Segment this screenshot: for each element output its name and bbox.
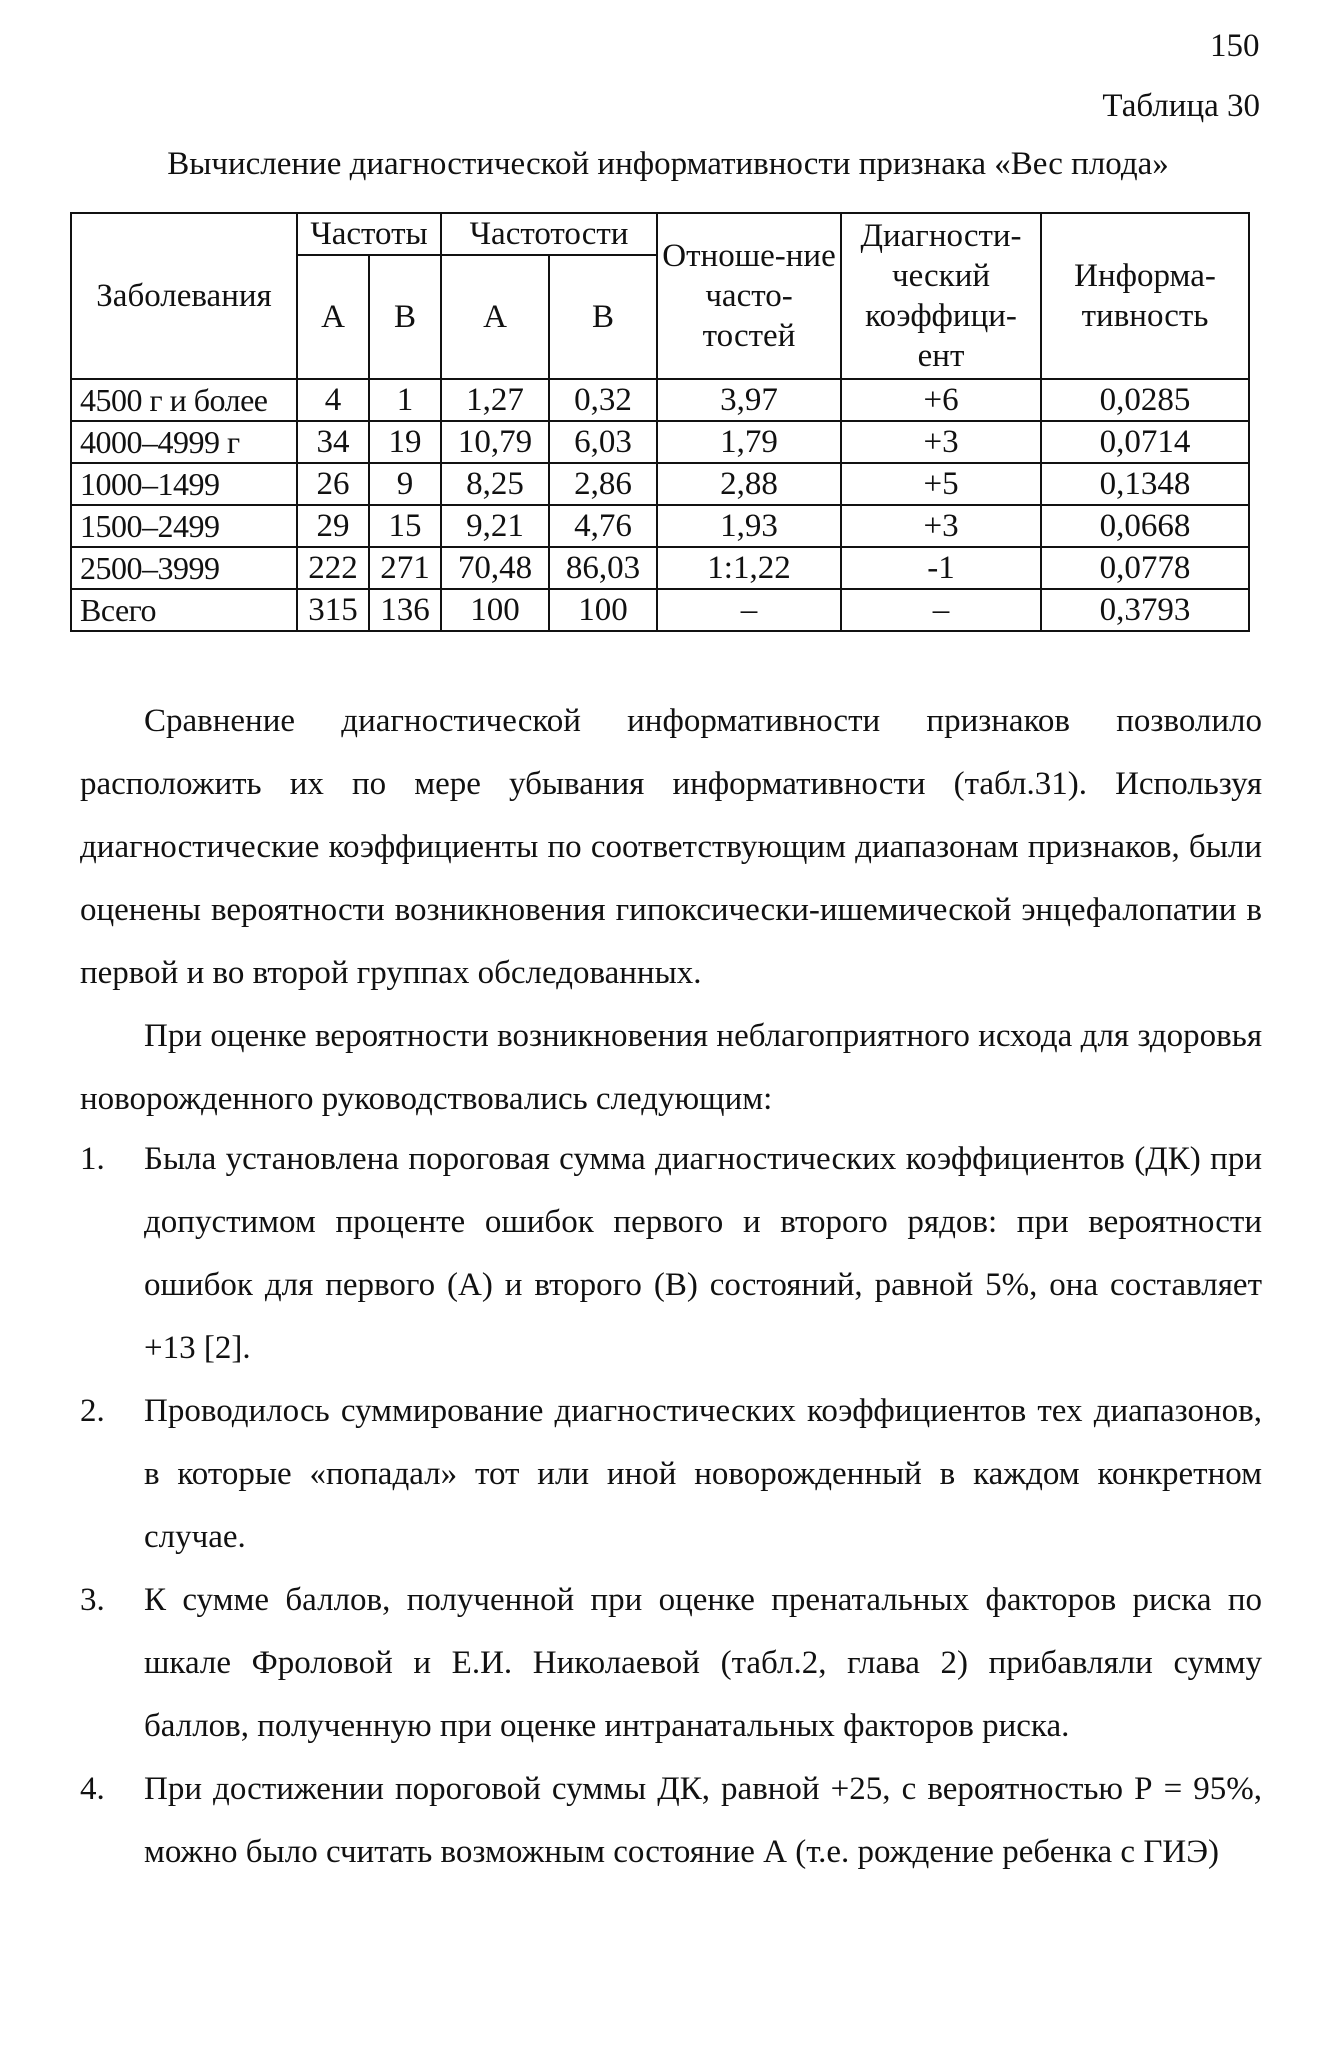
cell-ratio: 1,93: [657, 505, 841, 547]
list-item-text: К сумме баллов, полученной при оценке пренатальных факторов риска по шкале Фроловой и Е.И. Николаевой (табл.2, глава 2) прибавляли сумму баллов, полученную при оценке интранатальных факторов риска.: [144, 1582, 1262, 1744]
cell-rel-a: 9,21: [441, 505, 549, 547]
cell-diag-coef: +3: [841, 421, 1041, 463]
table-label: Таблица 30: [1102, 88, 1260, 124]
cell-freq-b: 271: [369, 547, 441, 589]
list-item-text: Проводилось суммирование диагностических коэффициентов тех диапазонов, в которые «попадал» тот или иной новорожденный в каждом конкретном случае.: [144, 1393, 1262, 1555]
row-label: 1500–2499: [71, 505, 297, 547]
table-row: [71, 379, 1249, 421]
header-ratio: Отноше-ние часто-тостей: [657, 213, 841, 379]
page-number: 150: [1210, 28, 1260, 64]
cell-info: 0,0285: [1041, 379, 1249, 421]
cell-ratio: 1:1,22: [657, 547, 841, 589]
header-info: Информа-тивность: [1041, 213, 1249, 379]
cell-ratio: 3,97: [657, 379, 841, 421]
table-row: [71, 505, 1249, 547]
list-item-number: 2.: [80, 1393, 105, 1429]
data-table: [70, 212, 1250, 632]
cell-freq-a: 222: [297, 547, 369, 589]
header-rel-a: А: [441, 255, 549, 379]
table-caption: Вычисление диагностической информативности признака «Вес плода»: [167, 146, 1169, 182]
cell-info: 0,0778: [1041, 547, 1249, 589]
list-item-text: Была установлена пороговая сумма диагностических коэффициентов (ДК) при допустимом проценте ошибок первого и второго рядов: при вероятности ошибок для первого (А) и второго (В) состояний, равной 5%, она составляет +13 [2].: [144, 1141, 1262, 1366]
cell-rel-b: 0,32: [549, 379, 657, 421]
list-item-number: 4.: [80, 1771, 105, 1807]
cell-diag-coef: +6: [841, 379, 1041, 421]
cell-info: 0,3793: [1041, 589, 1249, 631]
cell-freq-b: 1: [369, 379, 441, 421]
cell-rel-b: 86,03: [549, 547, 657, 589]
header-frequencies: Частоты: [297, 213, 441, 255]
header-freq-a: А: [297, 255, 369, 379]
list-item-text: При достижении пороговой суммы ДК, равной +25, с вероятностью Р = 95%, можно было считать возможным состояние А (т.е. рождение ребенка с ГИЭ): [144, 1771, 1262, 1870]
list-item-number: 3.: [80, 1582, 105, 1618]
list-item-number: 1.: [80, 1141, 105, 1177]
cell-diag-coef: +3: [841, 505, 1041, 547]
cell-rel-b: 6,03: [549, 421, 657, 463]
table-row: [71, 421, 1249, 463]
row-label: 1000–1499: [71, 463, 297, 505]
cell-ratio: 1,79: [657, 421, 841, 463]
cell-ratio: –: [657, 589, 841, 631]
numbered-list: [80, 1128, 1262, 1884]
list-item: [80, 1569, 1262, 1758]
cell-diag-coef: –: [841, 589, 1041, 631]
cell-info: 0,0714: [1041, 421, 1249, 463]
cell-rel-a: 10,79: [441, 421, 549, 463]
cell-rel-a: 8,25: [441, 463, 549, 505]
list-item: [80, 1128, 1262, 1380]
cell-freq-a: 26: [297, 463, 369, 505]
cell-rel-b: 4,76: [549, 505, 657, 547]
row-label: 4500 г и более: [71, 379, 297, 421]
row-label: Всего: [71, 589, 297, 631]
cell-freq-a: 34: [297, 421, 369, 463]
body-paragraphs: [80, 690, 1262, 1131]
cell-ratio: 2,88: [657, 463, 841, 505]
cell-freq-a: 29: [297, 505, 369, 547]
cell-rel-b: 2,86: [549, 463, 657, 505]
cell-rel-a: 1,27: [441, 379, 549, 421]
cell-rel-a: 100: [441, 589, 549, 631]
table-row: [71, 463, 1249, 505]
cell-freq-b: 9: [369, 463, 441, 505]
cell-freq-a: 315: [297, 589, 369, 631]
header-frequencies-rel: Частотости: [441, 213, 657, 255]
list-item: [80, 1758, 1262, 1884]
cell-diag-coef: -1: [841, 547, 1041, 589]
cell-freq-a: 4: [297, 379, 369, 421]
cell-freq-b: 15: [369, 505, 441, 547]
table-row: [71, 547, 1249, 589]
cell-info: 0,1348: [1041, 463, 1249, 505]
header-freq-b: В: [369, 255, 441, 379]
list-item: [80, 1380, 1262, 1569]
header-disease: Заболевания: [71, 213, 297, 379]
header-diag-coef: Диагности-ческий коэффици-ент: [841, 213, 1041, 379]
paragraph: Сравнение диагностической информативности признаков позволило расположить их по мере убывания информативности (табл.31). Используя диагностические коэффициенты по соответствующим диапазонам признаков, были оценены вероятности возникновения гипоксически-ишемической энцефалопатии в первой и во второй группах обследованных.: [80, 703, 1262, 991]
cell-rel-a: 70,48: [441, 547, 549, 589]
cell-diag-coef: +5: [841, 463, 1041, 505]
cell-freq-b: 136: [369, 589, 441, 631]
header-rel-b: В: [549, 255, 657, 379]
cell-freq-b: 19: [369, 421, 441, 463]
row-label: 4000–4999 г: [71, 421, 297, 463]
cell-rel-b: 100: [549, 589, 657, 631]
cell-info: 0,0668: [1041, 505, 1249, 547]
paragraph: При оценке вероятности возникновения неблагоприятного исхода для здоровья новорожденного руководствовались следующим:: [80, 1018, 1262, 1117]
row-label: 2500–3999: [71, 547, 297, 589]
table-row: [71, 589, 1249, 631]
